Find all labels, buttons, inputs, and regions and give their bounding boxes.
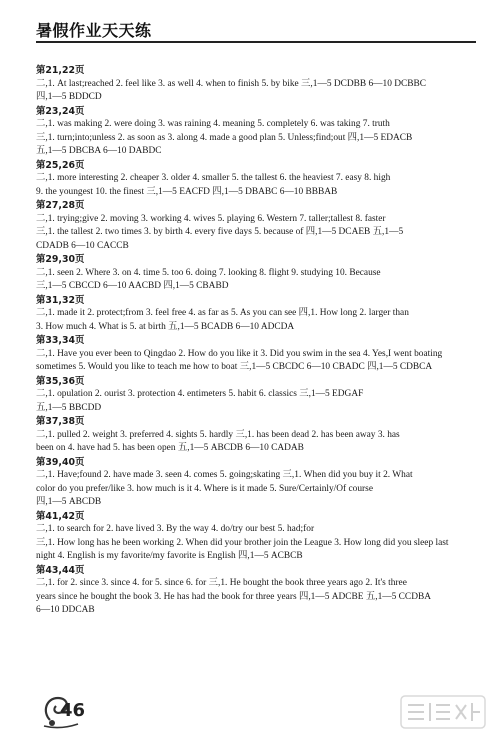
answer-line: color do you prefer/like 3. how much is it 4. Where is it made 5. Sure/Certainly/Of course (36, 483, 373, 494)
answer-line: 二,1. made it 2. protect;from 3. feel free 4. as far as 5. As you can see 四,1. How long 2. larger than (36, 308, 409, 318)
section-heading: 第31,32页 (36, 294, 85, 306)
page-title: 暑假作业天天练 (36, 21, 152, 40)
answer-line: 三,1—5 CBCCD 6—10 AACBD 四,1—5 CBABD (36, 281, 229, 291)
answer-line: 二,1. to search for 2. have lived 3. By the way 4. do/try our best 5. had;for (36, 524, 315, 534)
section-heading: 第35,36页 (36, 375, 85, 387)
answer-line: 二,1. Have;found 2. have made 3. seen 4. comes 5. going;skating 三,1. When did you buy it 2. What (36, 470, 413, 480)
answer-line: 二,1. more interesting 2. cheaper 3. older 4. smaller 5. the tallest 6. the heaviest 7. easy 8. high (36, 173, 391, 183)
section-heading: 第33,34页 (36, 335, 85, 346)
page-header (36, 14, 476, 44)
answer-line: CDADB 6—10 CACCB (36, 240, 129, 251)
answer-line: 四,1—5 BDDCD (36, 92, 102, 102)
page-footer (40, 690, 100, 730)
answer-line: 二,1. opulation 2. ourist 3. protection 4. entimeters 5. habit 6. classics 三,1—5 EDGAF (36, 389, 364, 399)
section-heading: 第37,38页 (36, 416, 85, 427)
answer-line: 二,1. was making 2. were doing 3. was raining 4. meaning 5. completely 6. was taking 7. truth (36, 119, 390, 129)
section-heading: 第25,26页 (36, 159, 85, 171)
section-heading: 第29,30页 (36, 254, 85, 265)
answer-line: 二,1. seen 2. Where 3. on 4. time 5. too 6. doing 7. looking 8. flight 9. studying 10. Because (36, 267, 381, 278)
answer-line: 6—10 DDCAB (36, 605, 95, 615)
answer-line: night 4. English is my favorite/my favorite is English 四,1—5 ACBCB (36, 551, 303, 561)
answer-line: 二,1. pulled 2. weight 3. preferred 4. sights 5. hardly 三,1. has been dead 2. has been away 3. has (36, 429, 400, 440)
answer-line: 三,1. the tallest 2. two times 3. by birth 4. every five days 5. because of 四,1—5 DCAEB 五,1—5 (36, 227, 404, 237)
answer-line: 三,1. How long has he been working 2. When did your brother join the League 3. How long did you sleep last (36, 537, 449, 548)
answer-line: 三,1. turn;into;unless 2. as soon as 3. along 4. made a good plan 5. Unless;find;out 四,1—5 EDACB (36, 132, 413, 143)
section-heading: 第39,40页 (36, 456, 85, 468)
answer-line: 五,1—5 DBCBA 6—10 DABDC (36, 146, 162, 156)
section-heading: 第41,42页 (36, 510, 85, 522)
header-divider (36, 41, 476, 43)
answer-line: 9. the youngest 10. the finest 三,1—5 EACFD 四,1—5 DBABC 6—10 BBBAB (36, 186, 338, 197)
answer-line: 二,1. trying;give 2. moving 3. working 4. wives 5. playing 6. Western 7. taller;tallest 8. faster (36, 213, 386, 224)
section-heading: 第27,28页 (36, 200, 85, 211)
page-number: 46 (60, 700, 86, 721)
answer-content (36, 64, 476, 618)
watermark-stamp-icon (400, 695, 486, 729)
answer-line: 二,1. Have you ever been to Qingdao 2. How do you like it 3. Did you swim in the sea 4. Yes,I went boating (36, 348, 443, 359)
section-heading: 第23,24页 (36, 105, 85, 117)
answer-line: 四,1—5 ABCDB (36, 497, 102, 507)
answer-line: been on 4. have had 5. has been open 五,1—5 ABCDB 6—10 CADAB (36, 443, 304, 453)
answer-line: 二,1. At last;reached 2. feel like 3. as well 4. when to finish 5. by bike 三,1—5 DCDBB 6—10 DCBBC (36, 78, 427, 89)
answer-line: sometimes 5. Would you like to teach me how to boat 三,1—5 CBCDC 6—10 CBADC 四,1—5 CDBCA (36, 362, 433, 372)
answer-line: 二,1. for 2. since 3. since 4. for 5. since 6. for 三,1. He bought the book three years ago 2. It's three (36, 578, 407, 588)
answer-line: 3. How much 4. What is 5. at birth 五,1—5 BCADB 6—10 ADCDA (36, 321, 295, 332)
section-heading: 第43,44页 (36, 564, 85, 576)
section-heading: 第21,22页 (36, 65, 85, 76)
answer-line: years since he bought the book 3. He has had the book for three years 四,1—5 ADCBE 五,1—5 CCDBA (36, 591, 431, 602)
answer-line: 五,1—5 BBCDD (36, 402, 102, 413)
